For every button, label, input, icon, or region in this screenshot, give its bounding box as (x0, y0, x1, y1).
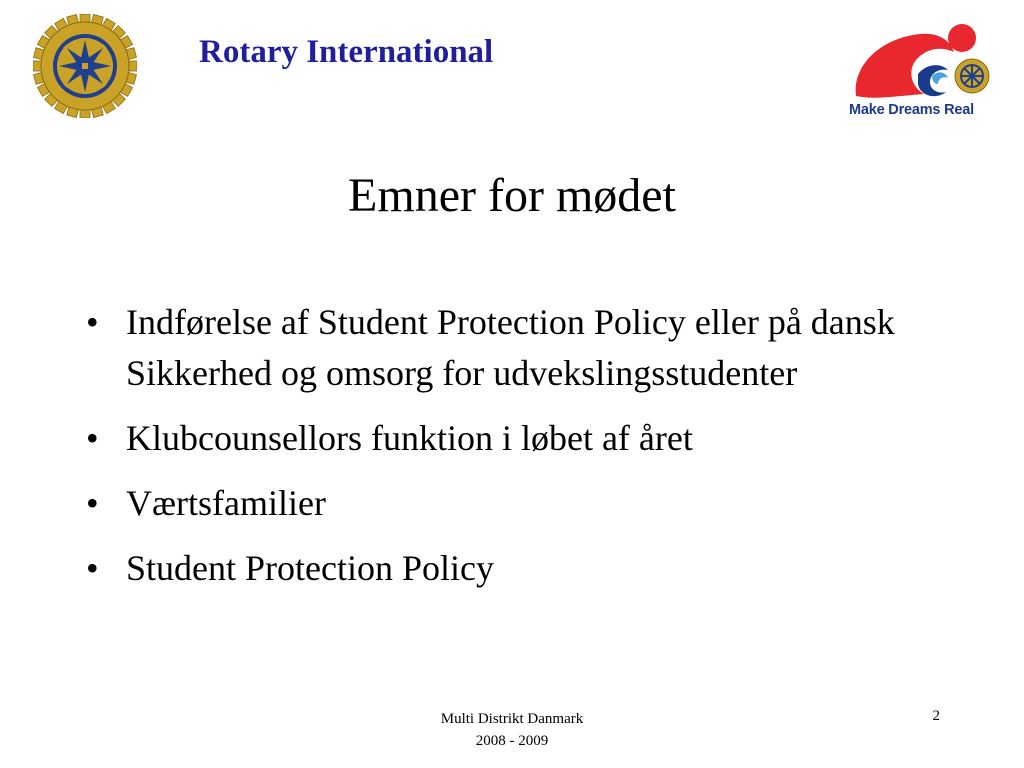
page-number: 2 (932, 708, 940, 724)
make-dreams-real-text: Make Dreams Real (849, 102, 974, 118)
list-item (86, 478, 946, 529)
bullet-text: Værtsfamilier (126, 483, 326, 523)
bullet-icon: • (86, 302, 99, 342)
bullet-text: Student Protection Policy (126, 548, 494, 588)
bullet-list (86, 297, 946, 608)
rotary-wheel-logo (33, 14, 137, 118)
list-item (86, 543, 946, 594)
bullet-text: Indførelse af Student Protection Policy eller på dansk Sikkerhed og omsorg for udvekslingsstudenter (126, 302, 895, 393)
footer-line-2: 2008 - 2009 (475, 733, 549, 749)
slide-title: Emner for mødet (348, 169, 676, 222)
list-item (86, 297, 946, 399)
bullet-text: Klubcounsellors funktion i løbet af året (126, 418, 693, 458)
footer (362, 708, 662, 752)
list-item (86, 413, 946, 464)
bullet-icon: • (86, 418, 99, 458)
bullet-icon: • (86, 483, 99, 523)
bullet-icon: • (86, 548, 99, 588)
footer-line-1: Multi Distrikt Danmark (440, 711, 584, 727)
header-title: Rotary International (199, 34, 494, 70)
